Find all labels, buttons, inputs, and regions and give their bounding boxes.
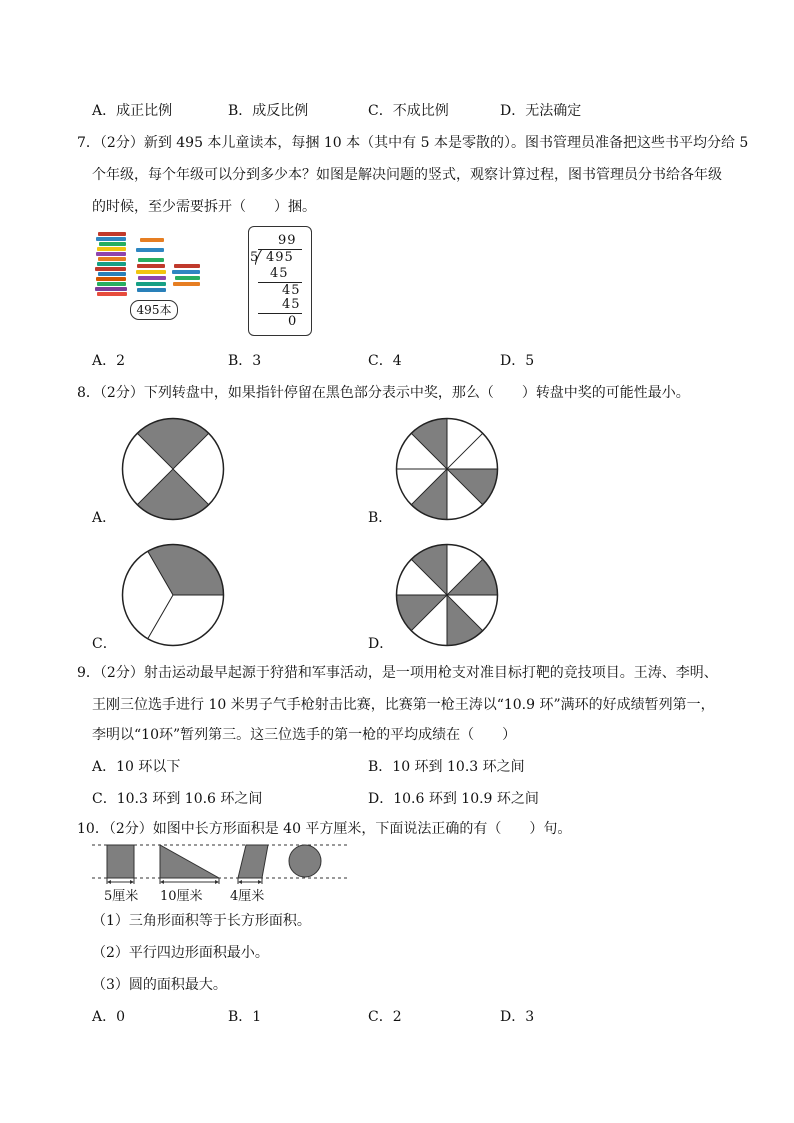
books-count-label: 495本 — [130, 300, 178, 320]
q7-option-b: B．3 — [228, 353, 262, 369]
q9-option-b: B．10 环到 10.3 环之间 — [368, 759, 525, 775]
q9-option-a: A．10 环以下 — [92, 759, 181, 775]
q8-text-line1: 8．（2分）下列转盘中，如果指针停留在黑色部分表示中奖，那么（ ）转盘中奖的可能性最小。 — [77, 385, 690, 401]
q9-text-line2: 王刚三位选手进行 10 米男子气手枪射击比赛，比赛第一枪王涛以“10.9 环”满环的好成绩暂列第一， — [92, 697, 715, 713]
dim-triangle: 10厘米 — [160, 889, 203, 904]
q9-option-d: D．10.6 环到 10.9 环之间 — [368, 791, 539, 807]
division-divisor: 5 — [250, 250, 260, 265]
spinner-d — [392, 540, 502, 650]
q7-text-line2: 个年级，每个年级可以分到多少本？如图是解决问题的竖式，观察计算过程，图书管理员分书给各年级 — [92, 167, 722, 183]
dim-parallelogram: 4厘米 — [230, 889, 265, 904]
q7-option-c: C．4 — [368, 353, 402, 369]
spinner-a — [118, 414, 228, 524]
dim-rectangle: 5厘米 — [104, 889, 139, 904]
division-step2: 45 — [282, 283, 301, 298]
q10-option-a: A．0 — [92, 1009, 126, 1025]
spinner-b-label: B． — [368, 510, 393, 526]
q10-statement-3: （3）圆的面积最大。 — [92, 977, 227, 993]
q7-text-line3: 的时候，至少需要拆开（ ）捆。 — [92, 199, 316, 215]
division-step3: 45 — [282, 297, 301, 312]
q10-statement-1: （1）三角形面积等于长方形面积。 — [92, 913, 311, 929]
spinner-a-label: A． — [92, 510, 117, 526]
q6-option-d: D．无法确定 — [500, 103, 582, 119]
division-remainder: 0 — [288, 314, 298, 329]
q6-option-a: A．成正比例 — [92, 103, 173, 119]
q10-option-d: D．3 — [500, 1009, 535, 1025]
spinner-b — [392, 414, 502, 524]
division-quotient: 99 — [278, 233, 297, 248]
q7-option-d: D．5 — [500, 353, 535, 369]
q9-option-c: C．10.3 环到 10.6 环之间 — [92, 791, 263, 807]
q6-option-c: C．不成比例 — [368, 103, 449, 119]
q10-option-b: B．1 — [228, 1009, 262, 1025]
division-dividend: 495 — [266, 250, 294, 265]
q10-option-c: C．2 — [368, 1009, 402, 1025]
q7-option-a: A．2 — [92, 353, 126, 369]
q7-text-line1: 7．（2分）新到 495 本儿童读本，每捆 10 本（其中有 5 本是零散的）。图书管理员准备把这些书平均分给 5 — [77, 135, 749, 151]
division-step1: 45 — [270, 266, 289, 281]
q10-statement-2: （2）平行四边形面积最小。 — [92, 945, 269, 961]
spinner-c-label: C． — [92, 636, 117, 652]
book-stacks-illustration — [92, 228, 212, 298]
spinner-d-label: D． — [368, 636, 394, 652]
q6-option-b: B．成反比例 — [228, 103, 309, 119]
spinner-c — [118, 540, 228, 650]
shapes-figure — [92, 840, 352, 884]
q9-text-line1: 9．（2分）射击运动最早起源于狩猎和军事活动，是一项用枪支对准目标打靶的竞技项目。王涛、李明、 — [77, 665, 718, 681]
q10-text-line1: 10．（2分）如图中长方形面积是 40 平方厘米，下面说法正确的有（ ）句。 — [77, 821, 572, 837]
q9-text-line3: 李明以“10环”暂列第三。这三位选手的第一枪的平均成绩在（ ） — [92, 727, 517, 743]
